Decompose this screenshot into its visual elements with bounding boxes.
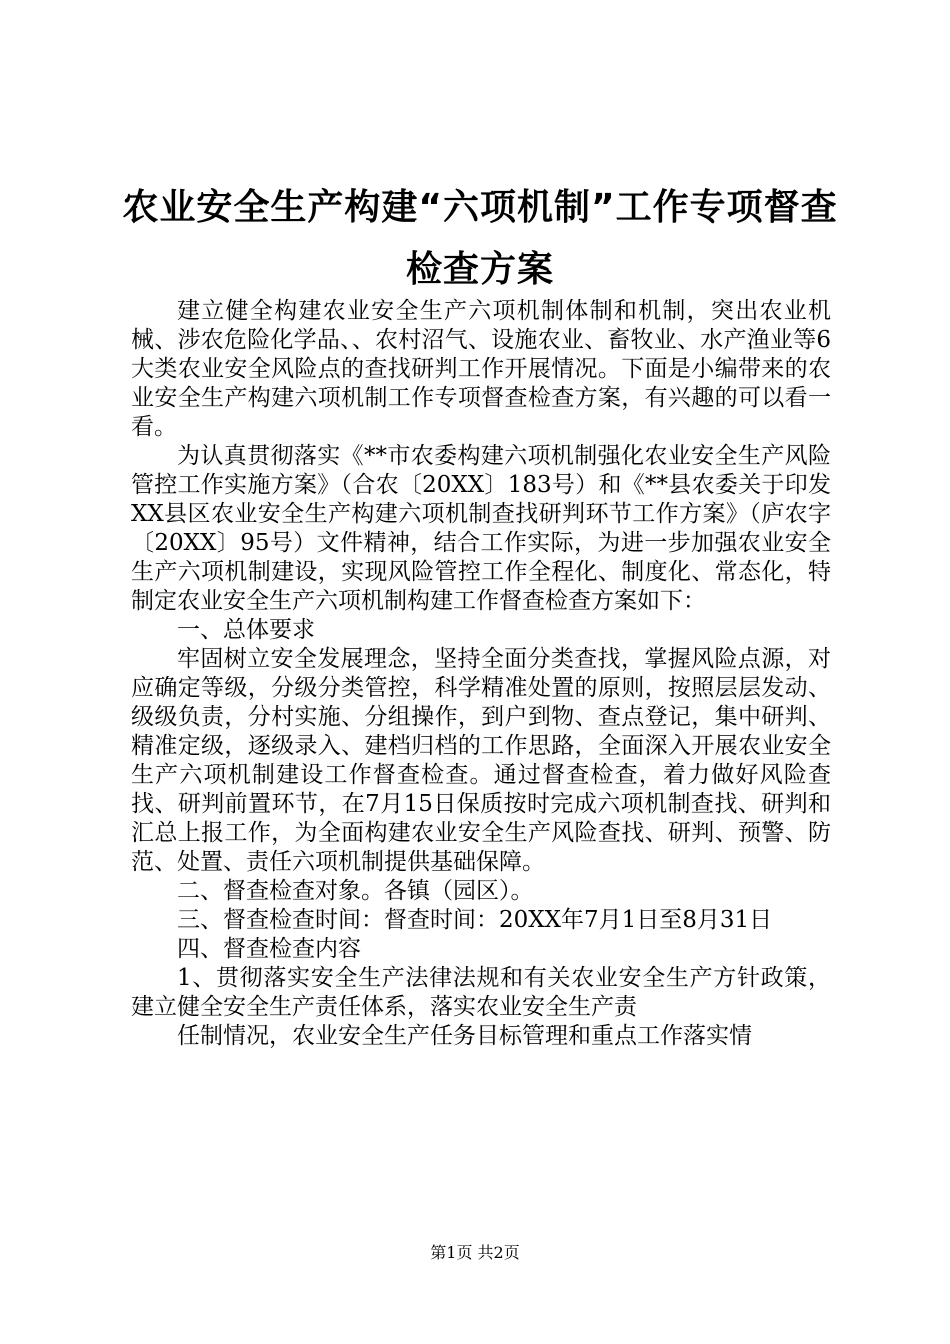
- paragraph-intro: 建立健全构建农业安全生产六项机制体制和机制，突出农业机械、涉农危险化学品、、农村沼气、设施农业、畜牧业、水产渔业等6大类农业安全风险点的查找研判工作开展情况。下面是小编带来的农业安全生产构建六项机制工作专项督查检查方案，有兴趣的可以看一看。: [131, 298, 831, 440]
- paragraph-content-item-1-continued: 任制情况，农业安全生产任务目标管理和重点工作落实情: [177, 1023, 752, 1049]
- section-heading-general-requirements: 一、总体要求: [177, 617, 315, 643]
- section-heading-inspection-time: 三、督查检查时间：督查时间：20XX年7月1日至8月31日: [177, 907, 773, 933]
- document-title-line-1: 农业安全生产构建“六项机制”工作专项督查: [122, 187, 838, 228]
- document-title-line-2: 检查方案: [405, 249, 554, 290]
- paragraph-general-requirements: 牢固树立安全发展理念，坚持全面分类查找，掌握风险点源，对应确定等级，分级分类管控，科学精准处置的原则，按照层层发动、级级负责，分村实施、分组操作，到户到物、查点登记，集中研判、精准定级，逐级录入、建档归档的工作思路，全面深入开展农业安全生产六项机制建设工作督查检查。通过督查检查，着力做好风险查找、研判前置环节，在7月15日保质按时完成六项机制查找、研判和汇总上报工作，为全面构建农业安全生产风险查找、研判、预警、防范、处置、责任六项机制提供基础保障。: [131, 646, 831, 875]
- section-heading-inspection-target: 二、督查检查对象。各镇（园区）。: [177, 878, 534, 904]
- page-number-footer: 第1页 共2页: [430, 1243, 520, 1262]
- paragraph-content-item-1: 1、贯彻落实安全生产法律法规和有关农业安全生产方针政策，建立健全安全生产责任体系，落实农业安全生产责: [131, 965, 831, 1020]
- paragraph-basis: 为认真贯彻落实《**市农委构建六项机制强化农业安全生产风险管控工作实施方案》（合农〔20XX〕183号）和《**县农委关于印发XX县区农业安全生产构建六项机制查找研判环节工作方案》（庐农字〔20XX〕95号）文件精神，结合工作实际，为进一步加强农业安全生产六项机制建设，实现风险管控工作全程化、制度化、常态化，特制定农业安全生产六项机制构建工作督查检查方案如下：: [131, 443, 831, 614]
- document-body: [131, 297, 831, 1051]
- section-heading-inspection-content: 四、督查检查内容: [177, 936, 361, 962]
